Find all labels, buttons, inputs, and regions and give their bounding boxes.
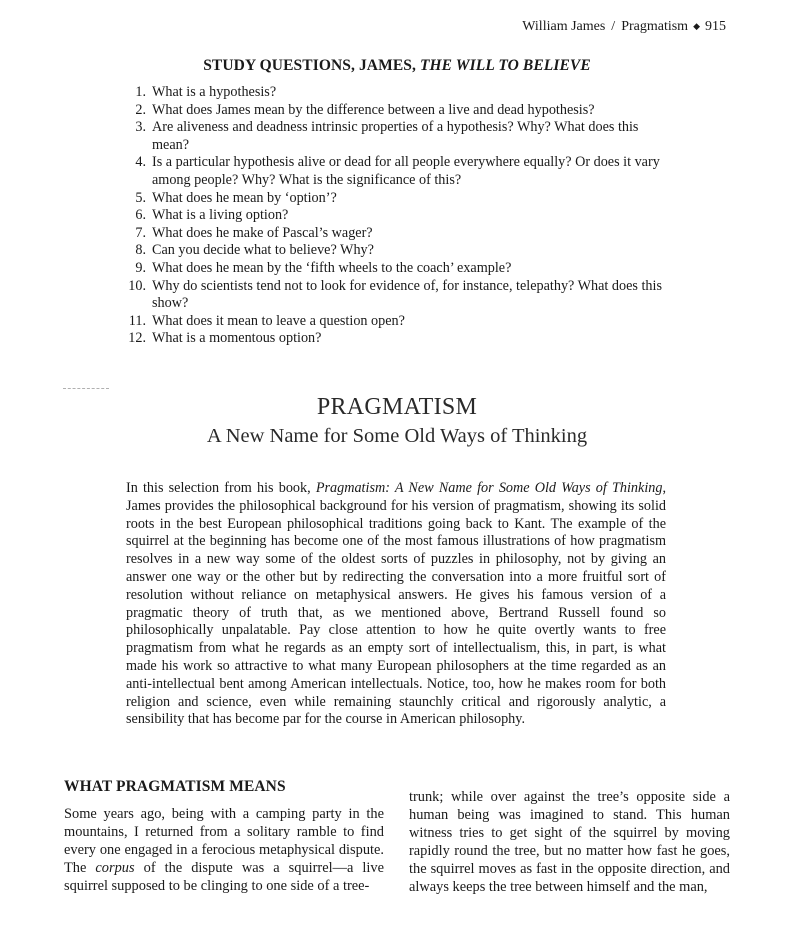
question-text: What does it mean to leave a question open? [152,312,405,329]
question-number: 3. [135,119,146,136]
question-item [118,225,678,243]
question-number: 2. [135,101,146,118]
question-text: What is a living option? [152,207,289,224]
question-item [118,207,678,225]
reading-title: PRAGMATISM [316,394,478,420]
study-title-work: THE WILL TO BELIEVE [419,57,591,74]
question-number: 12. [128,330,146,347]
body-column-left [64,805,384,895]
question-number: 4. [135,154,146,171]
left-tail: of the dispute was a squirrel—a live squirrel supposed to be clinging to one side of a tree- [64,860,384,894]
question-number: 7. [135,224,146,241]
study-questions-title [0,57,794,75]
question-text: What does he mean by the ‘fifth wheels to the coach’ example? [152,259,512,276]
question-text: What does he mean by ‘option’? [152,189,337,206]
question-item [118,119,678,154]
question-text: Why do scientists tend not to look for evidence of, for instance, telepathy? What does this show? [152,277,662,312]
question-text: Is a particular hypothesis alive or dead for all people everywhere equally? Or does it vary among people? Why? What is the significance of this? [152,154,660,188]
question-number: 8. [135,242,146,259]
question-item [118,313,678,331]
left-italic: corpus [95,860,135,876]
question-item [118,242,678,260]
question-number: 6. [135,207,146,224]
question-item [118,102,678,120]
section-heading: WHAT PRAGMATISM MEANS [64,778,286,795]
header-author: William James [522,19,606,34]
question-text: What is a hypothesis? [152,84,277,100]
question-text: Are aliveness and deadness intrinsic properties of a hypothesis? Why? What does this mean? [152,119,639,153]
question-text: What is a momentous option? [152,330,322,347]
body-column-right: trunk; while over against the tree’s opposite side a human being was imagined to stand. This human witness tries to get sight of the squirrel by moving rapidly round the tree, but no matter how fast he goes, the squirrel moves as fast in the opposite direction, and always keeps the tree between himself and the man, [409,789,730,895]
question-item [118,330,678,348]
intro-lead: In this selection from his book, [126,480,316,496]
intro-paragraph [126,480,666,729]
question-item [118,84,678,102]
question-text: What does James mean by the difference between a live and dead hypothesis? [152,101,595,118]
reading-subtitle: A New Name for Some Old Ways of Thinking [206,425,588,447]
diamond-icon: ◆ [693,21,700,31]
question-number: 5. [135,189,146,206]
study-questions-list [118,84,678,348]
question-item [118,190,678,208]
question-number: 9. [135,259,146,276]
question-number: 11. [128,312,146,329]
intro-body: , James provides the philosophical background for his version of pragmatism, showing its solid roots in the best European philosophical traditions going back to Kant. The example of the squirrel at the beginning has become one of the most famous illustrations of how pragmatism resolves in a new way some of the oldest sorts of puzzles in philosophy, not by giving an answer one way or the other but by redirecting the conversation into a more fruitful sort of resolution without reliance on metaphysical answers. He gives his famous version of a pragmatic theory of truth that, as we mentioned above, Bertrand Russell found so philosophically unpalatable. Pay close attention to how he quite overtly wants to free pragmatism from what he regards as an empty sort of intellectualism, this, in part, is what made his work so attractive to what many European philosophers at the time regarded as an anti-intellectual bent among American intellectuals. Notice, too, how he makes room for both religion and science, even while remaining staunchly critical and rigorously analytic, a sensibility that has become par for the course in American philosophy. [126,480,666,728]
left-lead: Some years ago, being with a camping party in the mountains, I returned from a solitary ramble to find every one engaged in a ferocious metaphysical dispute. The [64,806,384,876]
header-chapter: Pragmatism [621,19,689,34]
study-title-prefix: STUDY QUESTIONS, JAMES, [203,57,420,74]
intro-book-title: Pragmatism: A New Name for Some Old Ways of Thinking [315,480,663,496]
question-text: Can you decide what to believe? Why? [152,242,374,259]
question-item [118,260,678,278]
question-item [118,154,678,189]
question-number: 10. [128,277,146,294]
question-text: What does he make of Pascal’s wager? [152,224,373,241]
margin-mark [63,388,109,389]
header-separator: / [611,19,616,34]
page-number: 915 [705,19,726,34]
question-item [118,278,678,313]
question-number: 1. [135,84,146,100]
running-header [522,19,726,35]
